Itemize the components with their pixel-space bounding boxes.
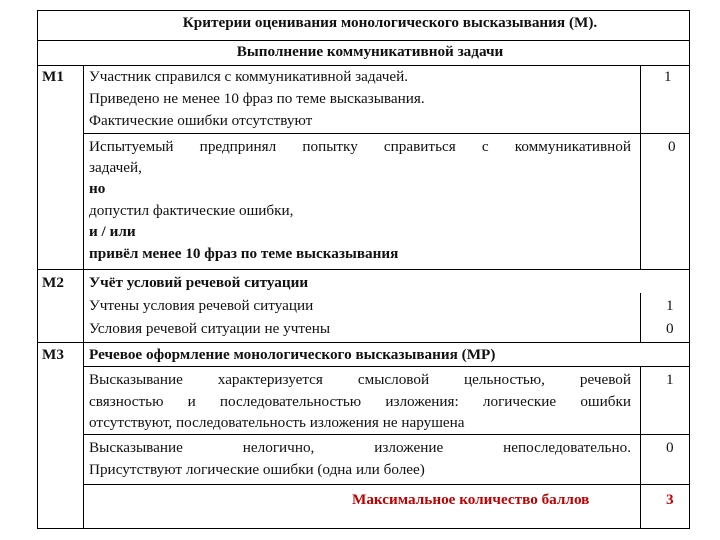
m2-option1-text: Учтены условия речевой ситуации — [89, 297, 314, 314]
max-score-value: 3 — [666, 491, 674, 508]
rule-m3-heading — [83, 366, 690, 367]
rule-m1-end — [37, 269, 690, 270]
m1-row1-line2: Приведено не менее 10 фраз по теме высказывания. — [89, 90, 425, 107]
m1-row1-line3: Фактические ошибки отсутствуют — [89, 112, 313, 129]
section-heading: Выполнение коммуникативной задачи — [236, 43, 504, 60]
rule-m2-end — [37, 342, 690, 343]
rule-code-column — [83, 65, 84, 529]
m1-row2-line5: и / или — [89, 223, 136, 240]
m1-row2-line6: привёл менее 10 фраз по теме высказывания — [89, 245, 399, 262]
m1-row1-line1: Участник справился с коммуникативной задачей. — [89, 68, 409, 85]
m1-row2-line4: допустил фактические ошибки, — [89, 202, 294, 219]
m1-row2-score: 0 — [668, 138, 676, 155]
m3-option1-score: 1 — [666, 371, 674, 388]
criterion-code-m3: М3 — [42, 346, 64, 363]
m2-option1-score: 1 — [666, 297, 674, 314]
m2-heading: Учёт условий речевой ситуации — [89, 274, 309, 291]
m1-row2-line1: Испытуемый предпринял попытку справиться с коммуникативной — [89, 138, 631, 155]
m3-option1-line1: Высказывание характеризуется смысловой цельностью, речевой — [89, 371, 631, 388]
m2-option2-score: 0 — [666, 320, 674, 337]
rule-m1-row1 — [83, 133, 690, 134]
rule-score-column-m3 — [640, 366, 641, 529]
criterion-code-m2: М2 — [42, 274, 64, 291]
rule-m3-end — [83, 484, 690, 485]
rule-section-heading — [37, 65, 690, 66]
m3-option2-line2: Присутствуют логические ошибки (одна или более) — [89, 461, 425, 478]
rule-title — [37, 40, 690, 41]
rule-m3-option1 — [83, 434, 690, 435]
max-score-label: Максимальное количество баллов — [352, 491, 590, 508]
m1-row2-line2: задачей, — [89, 159, 142, 176]
m1-row1-score: 1 — [664, 68, 672, 85]
m3-option2-score: 0 — [666, 439, 674, 456]
m2-option2-text: Условия речевой ситуации не учтены — [89, 320, 331, 337]
m3-heading: Речевое оформление монологического высказывания (МР) — [89, 346, 496, 363]
m3-option1-line3: отсутствуют, последовательность изложения не нарушена — [89, 414, 465, 431]
rule-score-column-m2 — [640, 293, 641, 342]
m1-row2-line3: но — [89, 180, 106, 197]
m3-option2-line1: Высказывание нелогично, изложение непоследовательно. — [89, 439, 631, 456]
rule-score-column-m1 — [640, 65, 641, 269]
criterion-code-m1: М1 — [42, 68, 64, 85]
table-title: Критерии оценивания монологического высказывания (М). — [182, 14, 598, 31]
m3-option1-line2: связностью и последовательностью изложения: логические ошибки — [89, 393, 631, 410]
